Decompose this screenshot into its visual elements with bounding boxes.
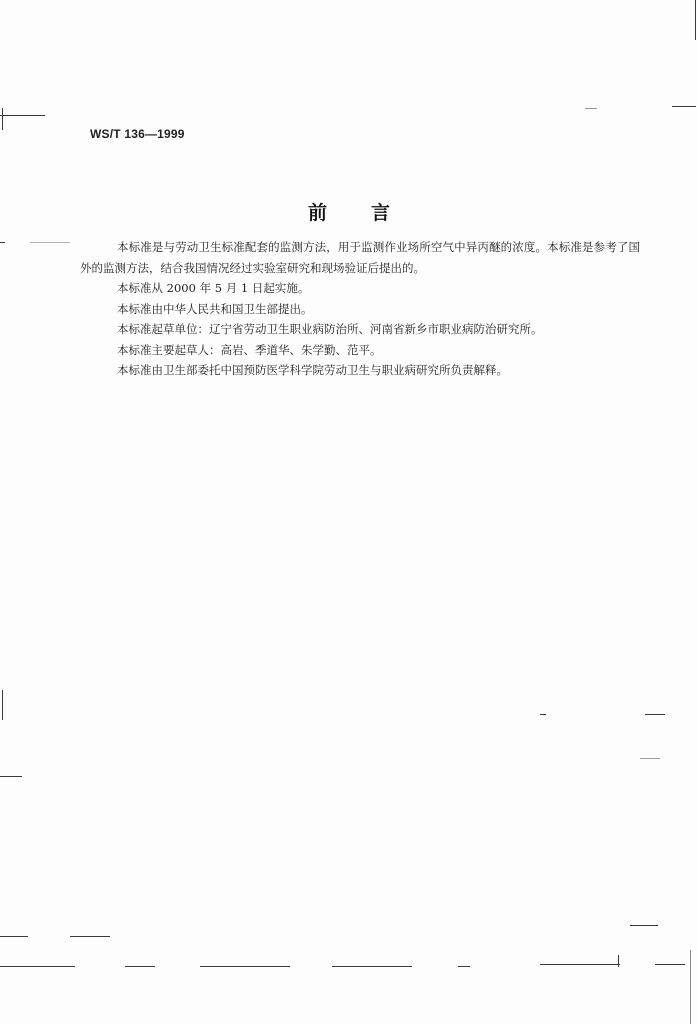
scan-line [70,936,110,937]
scan-line [0,776,22,777]
scan-line [0,242,5,243]
page-title: 前言 [307,202,434,224]
scan-line [585,108,597,109]
scan-line [618,955,619,967]
paragraph-proposed-by: 本标准由中华人民共和国卫生部提出。 [117,301,313,316]
scan-line [2,108,3,130]
scan-line [30,242,70,243]
paragraph-drafting-units: 本标准起草单位：辽宁省劳动卫生职业病防治所、河南省新乡市职业病防治研究所。 [117,322,543,336]
scan-line [0,966,75,967]
scan-line [540,714,546,715]
scan-line [332,966,412,967]
scan-line [0,115,45,116]
paragraph-effective-date: 本标准从 2000 年 5 月 1 日起实施。 [117,281,310,295]
scan-line [630,925,658,926]
scan-line [690,950,691,1024]
scan-line [640,758,660,759]
scan-line [200,966,290,967]
paragraph-purpose: 本标准是与劳动卫生标准配套的监测方法，用于监测作业场所空气中异丙醚的浓度。本标准是参考了国外的监测方法，结合我国情况经过实验室研究和现场验证后提出的。 [80,240,640,275]
paragraph-interpretation: 本标准由卫生部委托中国预防医学科学院劳动卫生与职业病研究所负责解释。 [117,363,508,377]
scan-line [672,106,696,107]
scan-line [125,966,155,967]
scan-line [2,690,3,720]
paragraph-drafters: 本标准主要起草人：高岩、季道华、朱学勤、范平。 [117,342,382,357]
scan-line [695,0,696,40]
standard-code: WS/T 136—1999 [90,127,185,141]
scan-line [645,714,665,715]
scan-line [0,936,28,937]
foreword-body [80,237,640,381]
scan-line [655,964,685,965]
scan-line [540,964,620,965]
scan-line [458,966,470,967]
